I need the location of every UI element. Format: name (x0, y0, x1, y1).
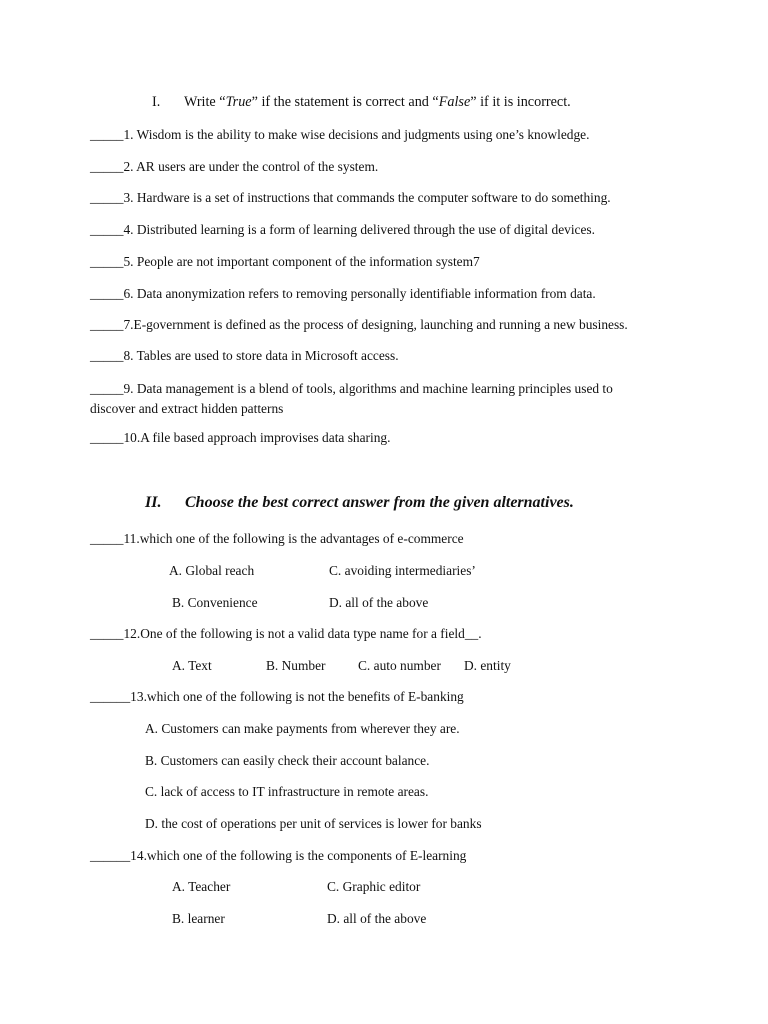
question-11-option-d: D. all of the above (329, 595, 429, 610)
question-12-option-b: B. Number (266, 658, 326, 673)
question-11-option-b: B. Convenience (172, 595, 258, 610)
section-1-instruction-middle: ” if the statement is correct and “ (251, 94, 439, 110)
question-13-option-a: A. Customers can make payments from wherever they are. (145, 721, 460, 736)
question-12-option-c: C. auto number (358, 658, 441, 673)
section-2-number: II. (145, 494, 162, 511)
question-13-option-b: B. Customers can easily check their account balance. (145, 753, 430, 768)
question-11-stem: _____11.which one of the following is the advantages of e-commerce (90, 531, 464, 546)
tf-item-7: _____7.E-government is defined as the process of designing, launching and running a new business. (90, 317, 628, 332)
tf-item-9: _____9. Data management is a blend of tools, algorithms and machine learning principles used to discover and extract hidden patterns (90, 381, 613, 417)
tf-item-6: _____6. Data anonymization refers to removing personally identifiable information from data. (90, 286, 596, 301)
section-1-number: I. (152, 94, 161, 110)
section-1-true-word: True (225, 94, 252, 110)
section-2-heading (145, 494, 574, 512)
tf-item-1: _____1. Wisdom is the ability to make wise decisions and judgments using one’s knowledge. (90, 127, 590, 142)
question-14-option-a: A. Teacher (172, 879, 231, 894)
question-14-option-c: C. Graphic editor (327, 879, 421, 894)
tf-item-4: _____4. Distributed learning is a form of learning delivered through the use of digital devices. (90, 222, 595, 237)
question-11-option-a: A. Global reach (169, 563, 255, 578)
question-13-option-c: C. lack of access to IT infrastructure in remote areas. (145, 784, 429, 799)
question-12-stem: _____12.One of the following is not a valid data type name for a field__. (90, 626, 482, 641)
tf-item-5: _____5. People are not important component of the information system7 (90, 254, 480, 269)
tf-item-2: _____2. AR users are under the control of the system. (90, 159, 379, 174)
question-12-option-d: D. entity (464, 658, 511, 673)
question-13-option-d: D. the cost of operations per unit of services is lower for banks (145, 816, 482, 831)
section-1-heading (152, 94, 571, 110)
question-14-option-b: B. learner (172, 911, 225, 926)
tf-item-3: _____3. Hardware is a set of instructions that commands the computer software to do something. (90, 190, 611, 205)
tf-item-8: _____8. Tables are used to store data in Microsoft access. (90, 348, 399, 363)
tf-item-10: _____10.A file based approach improvises data sharing. (90, 430, 391, 445)
question-13-stem: ______13.which one of the following is not the benefits of E-banking (90, 689, 464, 704)
question-12-option-a: A. Text (172, 658, 212, 673)
question-11-option-c: C. avoiding intermediaries’ (329, 563, 476, 578)
section-1-instruction-start: Write “ (184, 94, 226, 110)
question-14-option-d: D. all of the above (327, 911, 427, 926)
section-2-title: Choose the best correct answer from the given alternatives. (185, 494, 574, 511)
question-14-stem: ______14.which one of the following is the components of E-learning (90, 848, 467, 863)
section-1-instruction-end: ” if it is incorrect. (470, 94, 571, 110)
section-1-false-word: False (438, 94, 471, 110)
